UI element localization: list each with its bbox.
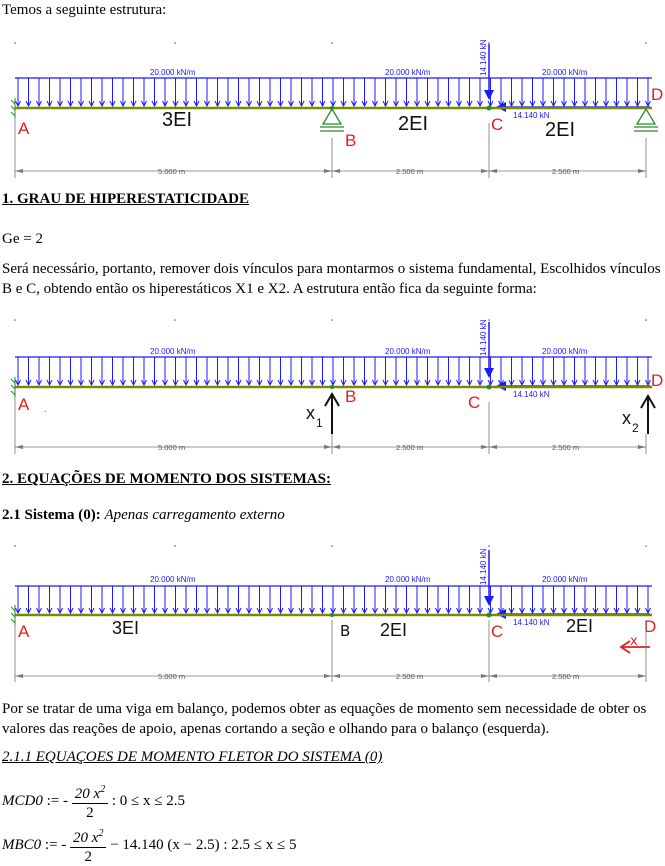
dim-2: 2.500 m <box>396 167 424 176</box>
label-b: B <box>345 387 357 406</box>
fixed-support-a <box>11 98 15 118</box>
eq2-name: MBC0 <box>2 836 42 853</box>
label-d: D <box>651 85 664 104</box>
x2-sub: 2 <box>632 421 639 435</box>
point-load-v-label: 14.140 kN <box>479 548 488 585</box>
distributed-load-arrows <box>16 586 651 613</box>
dim-2: 2.500 m <box>396 443 424 452</box>
x1-arrow <box>325 394 339 434</box>
dim-3: 2.500 m <box>552 672 580 681</box>
load-label-2: 20.000 kN/m <box>385 347 431 356</box>
stiffness-2: 2EI <box>380 620 408 640</box>
eq1-den: 2 <box>86 805 94 821</box>
distributed-load-arrows <box>16 78 651 106</box>
point-load-v-label: 14.140 kN <box>479 39 488 76</box>
label-d: D <box>651 371 664 390</box>
load-label-1: 20.000 kN/m <box>150 347 196 356</box>
label-d: D <box>644 617 657 636</box>
section3-paragraph: Por se tratar de uma viga em balanço, podemos obter as equações de momento sem necessidade de obter os valores das reações de apoio, apenas cortando a seção e olhando para o balanço (esquerda). <box>2 701 647 737</box>
eq2-def: := - <box>44 836 67 853</box>
svg-text:.: . <box>44 404 47 415</box>
subsection-2-1-italic: Apenas carregamento externo <box>104 507 285 523</box>
load-label-1: 20.000 kN/m <box>150 68 196 77</box>
eq1-name: MCD0 <box>2 792 43 809</box>
subsection-2-1 <box>2 505 285 525</box>
equation-mcd0 <box>2 781 185 822</box>
label-a: A <box>18 119 30 138</box>
x1-sub: 1 <box>316 416 323 430</box>
support-d <box>634 109 658 131</box>
eq1-fraction <box>72 781 108 822</box>
label-b: B <box>345 131 357 150</box>
eq1-num: 20 x <box>74 786 101 802</box>
load-label-3: 20.000 kN/m <box>542 68 588 77</box>
point-load-h-label: 14.140 kN <box>513 390 550 399</box>
beam-diagram-2 <box>0 314 665 464</box>
ge-value: Ge = 2 <box>2 231 43 247</box>
eq1-def: := - <box>46 792 68 809</box>
point-load-h-label: 14.140 kN <box>513 618 550 627</box>
point-load-h-label: 14.140 kN <box>513 111 550 120</box>
eq1-range: : 0 ≤ x ≤ 2.5 <box>111 792 186 809</box>
eq2-pow: 2 <box>98 828 104 839</box>
label-c: C <box>491 622 504 641</box>
label-a: A <box>18 395 30 414</box>
load-label-1: 20.000 kN/m <box>150 575 196 584</box>
section1-paragraph: Será necessário, portanto, remover dois vínculos para montarmos o sistema fundamental, Escolhidos vínculos B e C, obtendo então os hiperestáticos X1 e X2. A estrutura então fica da seguinte forma: <box>2 261 661 297</box>
stiffness-3: 2EI <box>545 119 576 141</box>
stiffness-1: 3EI <box>112 618 140 638</box>
load-label-3: 20.000 kN/m <box>542 575 588 584</box>
point-load-v-head <box>484 90 494 100</box>
distributed-load-arrows <box>16 357 651 385</box>
load-label-2: 20.000 kN/m <box>385 68 431 77</box>
stiffness-1: 3EI <box>162 109 193 131</box>
label-c: C <box>468 393 481 412</box>
subsection-2-1-bold: 2.1 Sistema (0): <box>2 507 101 523</box>
dim-3: 2.500 m <box>552 443 580 452</box>
label-c: C <box>491 115 504 134</box>
x1-label: x <box>306 403 315 423</box>
dim-1: 5.000 m <box>158 167 186 176</box>
beam-diagram-3 <box>0 540 665 690</box>
label-a: A <box>18 622 30 641</box>
dots <box>14 42 647 44</box>
eq2-rest: − 14.140 (x − 2.5) : 2.5 ≤ x ≤ 5 <box>110 836 297 853</box>
stiffness-3: 2EI <box>566 616 594 636</box>
equation-mbc0 <box>2 825 297 866</box>
eq2-fraction <box>70 825 106 866</box>
dim-3: 2.500 m <box>552 167 580 176</box>
x-mark: x <box>630 634 638 649</box>
x2-arrow <box>641 396 655 434</box>
x2-label: x <box>622 408 631 428</box>
eq2-num: 20 x <box>73 830 99 846</box>
eq2-den: 2 <box>84 849 92 865</box>
intro-text: Temos a seguinte estrutura: <box>2 2 167 18</box>
section2-title: 2. EQUAÇÕES DE MOMENTO DOS SISTEMAS: <box>2 471 331 487</box>
dim-2: 2.500 m <box>396 672 424 681</box>
eq1-pow: 2 <box>100 784 106 795</box>
stiffness-2: 2EI <box>398 113 429 135</box>
dim-1: 5.000 m <box>158 672 186 681</box>
support-b <box>320 109 344 131</box>
load-label-3: 20.000 kN/m <box>542 347 588 356</box>
beam-diagram-1 <box>0 38 665 188</box>
load-label-2: 20.000 kN/m <box>385 575 431 584</box>
label-b: B <box>340 622 351 640</box>
section3-subtitle: 2.1.1 EQUAÇOES DE MOMENTO FLETOR DO SISTEMA (0) <box>2 749 383 765</box>
section1-title: 1. GRAU DE HIPERESTATICIDADE <box>2 191 249 207</box>
point-load-v-label: 14.140 kN <box>479 319 488 356</box>
dim-1: 5.000 m <box>158 443 186 452</box>
